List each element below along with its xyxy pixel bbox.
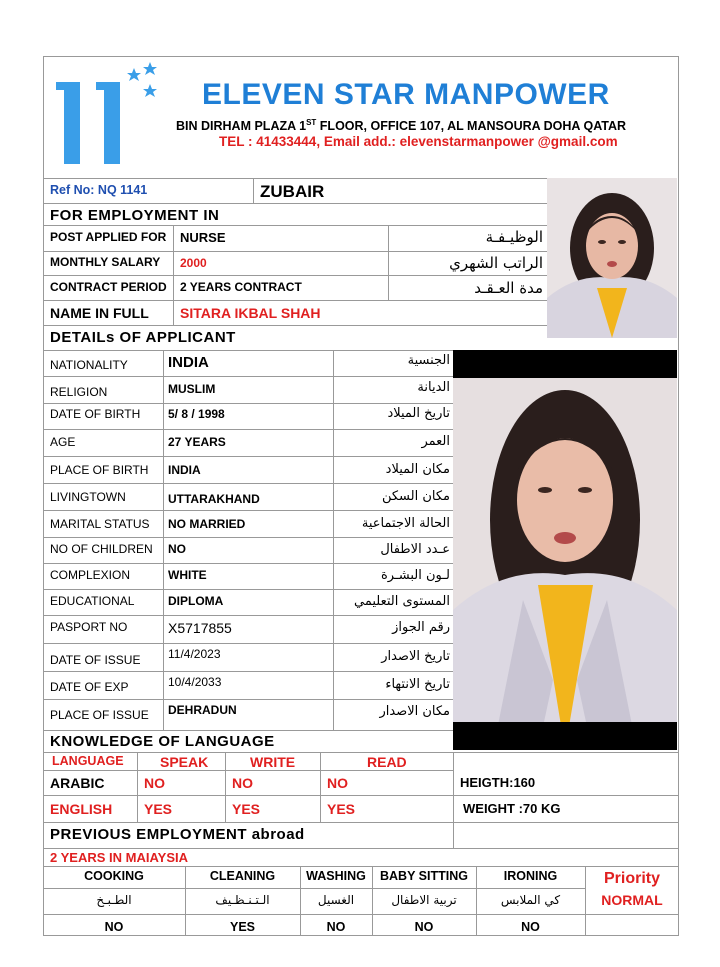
grid-line [388,225,389,300]
lang-header-write: WRITE [250,754,296,770]
detail-label: PASPORT NO [50,620,128,634]
detail-arabic: المستوى التعليمي [354,594,450,609]
skill-header-cleaning: CLEANING [209,869,276,883]
skill-arabic-baby-sitting: تربية الاطفال [391,893,457,907]
previous-title: PREVIOUS EMPLOYMENT abroad [50,826,305,843]
detail-label: NATIONALITY [50,358,128,372]
grid-line [43,563,453,564]
skill-arabic-washing: الغسيل [317,893,355,907]
priority-label: Priority [603,870,660,887]
detail-arabic: مكان السكن [381,489,450,504]
salary-value: 2000 [180,256,207,270]
lang-header-read: READ [367,754,407,770]
grid-line [43,770,453,771]
lang-english-write: YES [232,801,261,817]
grid-line [43,699,453,700]
detail-arabic: عـدد الاطفال [380,542,450,557]
grid-line [43,643,453,644]
applicant-photo-small [547,178,677,338]
grid-line [320,752,321,822]
detail-label: EDUCATIONAL [50,594,135,608]
detail-label: DATE OF BIRTH [50,407,141,421]
lang-english-speak: YES [144,801,173,817]
grid-line [163,350,164,730]
grid-line [43,888,585,889]
grid-line [43,483,453,484]
skill-value-baby-sitting: NO [414,920,434,934]
grid-line [453,822,454,848]
post-arabic: الوظيـفـة [485,228,543,246]
grid-line [43,203,547,204]
agent-name: ZUBAIR [260,182,325,201]
skill-header-ironing: IRONING [503,869,558,883]
grid-line [43,275,547,276]
detail-arabic: مكان الاصدار [379,704,450,719]
grid-line [253,178,254,203]
priority-value: NORMAL [601,892,663,908]
detail-arabic: الديانة [417,380,450,395]
lang-arabic-read: NO [327,775,348,791]
lang-english-read: YES [327,801,356,817]
grid-line [43,752,679,753]
grid-line [43,615,453,616]
contract-label: CONTRACT PERIOD [50,280,167,294]
detail-label: PLACE OF ISSUE [50,708,149,722]
grid-line [333,350,334,730]
detail-arabic: مكان الميلاد [385,462,450,477]
detail-arabic: لـون البشـرة [380,568,450,583]
detail-arabic: رقم الجواز [392,620,450,635]
grid-line [43,178,547,179]
detail-value: MUSLIM [168,382,216,396]
detail-arabic: العمر [421,434,450,449]
grid-line [43,403,453,404]
eleven-star-logo [50,60,160,170]
grid-line [225,752,226,822]
detail-label: LIVINGTOWN [50,490,126,504]
name-value: SITARA IKBAL SHAH [180,305,321,321]
skill-arabic-cooking: الطـبـخ [96,893,132,907]
grid-line [43,225,547,226]
detail-value: 10/4/2033 [168,675,222,689]
applicant-photo-large [453,350,677,750]
detail-value: UTTARAKHAND [168,492,260,506]
lang-header-speak: SPEAK [160,754,209,770]
skill-value-washing: NO [326,920,346,934]
grid-line [43,456,453,457]
grid-line [173,225,174,325]
salary-arabic: الراتب الشهري [449,254,543,272]
post-label: POST APPLIED FOR [50,230,167,244]
grid-line [43,914,679,915]
lang-english: ENGLISH [50,801,113,817]
detail-value: WHITE [168,568,207,582]
name-label: NAME IN FULL [50,305,149,321]
grid-line [43,325,547,326]
detail-label: PLACE OF BIRTH [50,463,149,477]
skill-header-washing: WASHING [306,869,366,883]
detail-label: AGE [50,435,76,449]
detail-value: INDIA [168,354,209,371]
skill-value-ironing: NO [521,920,540,934]
contract-value: 2 YEARS CONTRACT [180,280,302,294]
grid-line [453,752,454,822]
grid-line [43,251,547,252]
detail-value: X5717855 [168,620,232,636]
detail-label: DATE OF ISSUE [50,653,141,667]
company-name: ELEVEN STAR MANPOWER [202,78,610,111]
grid-line [43,300,547,301]
detail-value: 11/4/2023 [168,647,221,661]
skill-value-cooking: NO [104,920,124,934]
detail-label: MARITAL STATUS [50,517,150,531]
post-value: NURSE [180,230,226,245]
lang-arabic-speak: NO [144,775,165,791]
detail-label: COMPLEXION [50,568,131,582]
detail-label: RELIGION [50,385,108,399]
grid-line [43,866,679,867]
detail-value: DEHRADUN [168,703,237,717]
detail-value: 27 YEARS [168,435,226,449]
grid-line [43,350,453,351]
grid-line [43,429,453,430]
skill-header-cooking: COOKING [84,869,144,883]
grid-line [137,752,138,822]
grid-line [43,671,453,672]
grid-line [43,848,679,849]
detail-label: NO OF CHILDREN [50,542,153,556]
lang-header-language: LANGUAGE [52,754,124,768]
skill-value-cleaning: YES [229,920,255,934]
detail-value: NO [168,542,186,556]
skill-header-baby-sitting: BABY SITTING [380,869,468,883]
detail-value: 5/ 8 / 1998 [168,407,225,421]
grid-line [43,822,679,823]
contract-arabic: مدة العـقـد [474,279,543,297]
detail-value: INDIA [168,463,201,477]
lang-arabic-write: NO [232,775,253,791]
details-title: DETAILs OF APPLICANT [50,329,236,346]
lang-arabic: ARABIC [50,775,105,791]
language-title: KNOWLEDGE OF LANGUAGE [50,733,275,750]
salary-label: MONTHLY SALARY [50,255,161,269]
detail-arabic: تاريخ الميلاد [387,406,450,421]
skill-arabic-cleaning: الـتـنـظـيف [215,893,270,907]
height-value: HEIGTH:160 [460,775,536,790]
company-address: BIN DIRHAM PLAZA 1ST FLOOR, OFFICE 107, AL MANSOURA DOHA QATAR [176,118,627,134]
grid-line [43,376,453,377]
employment-title: FOR EMPLOYMENT IN [50,207,220,224]
grid-line [43,730,453,731]
ref-number: Ref No: NQ 1141 [50,183,148,197]
detail-value: NO MARRIED [168,517,246,531]
grid-line [43,589,453,590]
grid-line [43,795,679,796]
grid-line [43,510,453,511]
skill-arabic-ironing: كي الملابس [500,893,561,907]
detail-arabic: تاريخ الانتهاء [385,677,450,692]
weight-value: WEIGHT :70 KG [463,801,561,816]
previous-value: 2 YEARS IN MAIAYSIA [50,850,188,865]
grid-line [43,537,453,538]
detail-value: DIPLOMA [168,594,224,608]
detail-arabic: تاريخ الاصدار [381,649,450,664]
company-contact: TEL : 41433444, Email add.: elevenstarmanpower @gmail.com [219,134,618,149]
detail-arabic: الحالة الاجتماعية [361,516,450,531]
detail-label: DATE OF EXP [50,680,129,694]
detail-arabic: الجنسية [407,353,450,368]
